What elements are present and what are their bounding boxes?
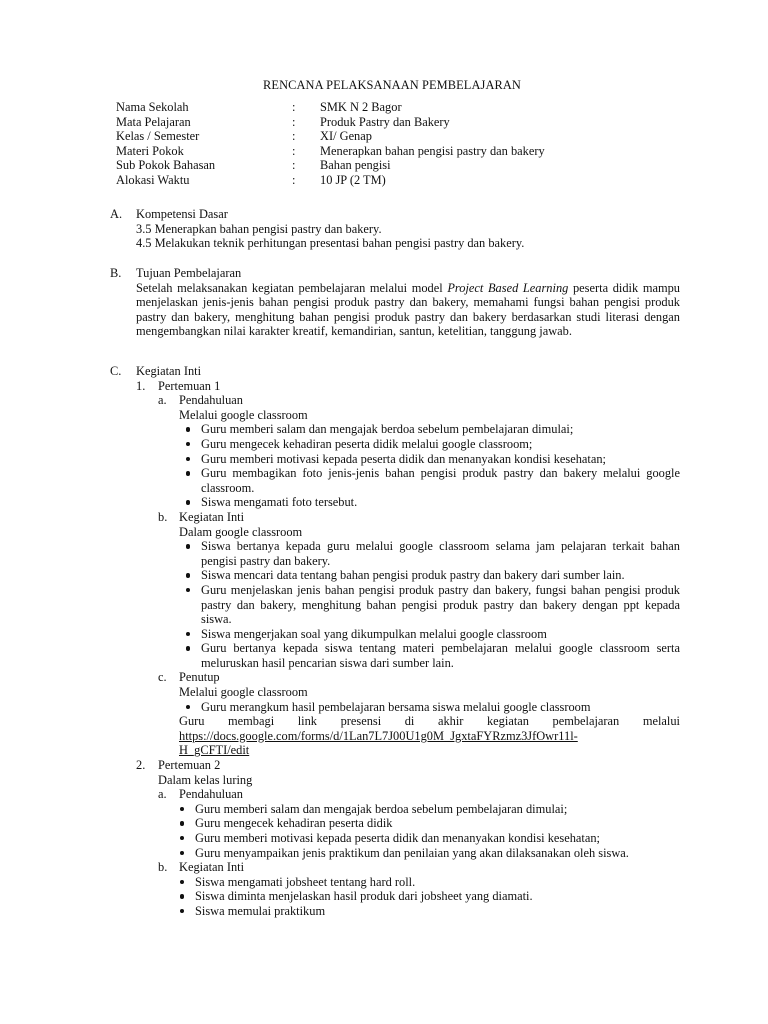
list-item — [173, 831, 680, 846]
objective-text: Setelah melaksanakan kegiatan pembelajaran melalui model — [136, 280, 448, 295]
activity-list — [173, 875, 680, 919]
section-marker: B. — [110, 266, 122, 280]
section-tujuan-pembelajaran — [110, 266, 680, 339]
list-item-text: Siswa mengamati foto tersebut. — [201, 495, 358, 510]
list-item — [179, 641, 680, 670]
identity-value: 10 JP (2 TM) — [320, 172, 386, 187]
bullet-icon — [173, 816, 195, 831]
phase-heading — [158, 670, 680, 685]
bullet-icon — [173, 802, 195, 817]
objective-paragraph — [110, 281, 680, 339]
phase-title: Pendahuluan — [179, 393, 244, 408]
list-item-text: Guru mengecek kehadiran peserta didik — [195, 816, 393, 831]
section-heading — [110, 364, 680, 379]
list-item — [179, 700, 680, 715]
list-item-text: Guru memberi motivasi kepada peserta didik dan menanyakan kondisi kesehatan; — [201, 451, 606, 466]
bullet-icon — [179, 700, 201, 715]
list-item — [173, 816, 680, 831]
objective-model-name: Project Based Learning — [447, 280, 569, 295]
bullet-icon — [179, 437, 201, 452]
activity-list — [173, 802, 680, 860]
identity-colon: : — [292, 158, 296, 173]
meeting-subtitle: Dalam kelas luring — [158, 772, 253, 787]
meeting-number: 2. — [136, 758, 146, 773]
activity-list — [179, 700, 680, 715]
list-item — [173, 889, 680, 904]
identity-colon: : — [292, 172, 296, 187]
list-item — [179, 583, 680, 627]
bullet-icon — [173, 846, 195, 861]
bullet-icon — [173, 831, 195, 846]
document-title: RENCANA PELAKSANAAN PEMBELAJARAN — [263, 78, 521, 92]
list-item-text: Guru merangkum hasil pembelajaran bersama siswa melalui google classroom — [201, 699, 591, 714]
phase-marker: c. — [158, 670, 167, 685]
attendance-link-line[interactable]: https://docs.google.com/forms/d/1Lan7L7J00U1g0M_JgxtaFYRzmz3JfOwr11l- — [179, 728, 578, 743]
list-item — [179, 466, 680, 495]
list-item — [179, 495, 680, 510]
phase-title: Penutup — [179, 670, 220, 685]
list-item — [179, 422, 680, 437]
list-item-text: Guru memberi motivasi kepada peserta didik dan menanyakan kondisi kesehatan; — [195, 831, 600, 845]
list-item-text: Guru menjelaskan jenis bahan pengisi produk pastry dan bakery, fungsi bahan pengisi produk pastry dan bakery, menghitung bahan pengisi produk pastry dan bakery dengan ppt kepada siswa. — [201, 582, 680, 627]
phase-heading — [158, 510, 680, 525]
phase-body — [158, 685, 680, 758]
list-item-text: Siswa mencari data tentang bahan pengisi produk pastry dan bakery dari sumber lain. — [201, 568, 625, 583]
attendance-text: Guru membagi link presensi di akhir kegiatan pembelajaran melalui — [179, 714, 680, 729]
activity-list — [179, 539, 680, 670]
attendance-link-line[interactable]: H_gCFTI/edit — [179, 743, 250, 758]
section-heading — [110, 207, 680, 222]
bullet-icon — [179, 466, 201, 495]
bullet-icon — [179, 568, 201, 583]
identity-table — [116, 100, 545, 188]
phase-subtitle: Dalam google classroom — [179, 524, 303, 539]
identity-row — [116, 100, 545, 115]
attendance-link[interactable] — [179, 729, 680, 758]
bullet-icon — [173, 889, 195, 904]
identity-label: Sub Pokok Bahasan — [116, 158, 216, 173]
list-item-text: Siswa mengamati jobsheet tentang hard roll. — [195, 874, 416, 889]
phase-marker: b. — [158, 860, 168, 875]
meeting-title: Pertemuan 2 — [158, 758, 221, 773]
list-item — [179, 437, 680, 452]
list-item — [179, 452, 680, 467]
identity-label: Alokasi Waktu — [116, 172, 190, 187]
list-item-text: Guru memberi salam dan mengajak berdoa sebelum pembelajaran dimulai; — [201, 422, 574, 437]
kd-line: 3.5 Menerapkan bahan pengisi pastry dan bakery. — [136, 221, 382, 236]
phase-heading — [158, 860, 680, 875]
list-item-text: Guru membagikan foto jenis-jenis bahan pengisi produk pastry dan bakery melalui google classroom. — [201, 466, 680, 495]
identity-colon: : — [292, 100, 296, 114]
section-kompetensi-dasar — [110, 207, 680, 251]
bullet-icon — [179, 495, 201, 510]
identity-value: SMK N 2 Bagor — [320, 100, 402, 114]
meeting-1-body — [136, 393, 680, 758]
list-item-text: Guru memberi salam dan mengajak berdoa sebelum pembelajaran dimulai; — [195, 801, 568, 816]
phase-marker: a. — [158, 393, 167, 408]
bullet-icon — [179, 539, 201, 568]
phase-title: Kegiatan Inti — [179, 509, 245, 524]
list-item-text: Siswa mengerjakan soal yang dikumpulkan melalui google classroom — [201, 626, 547, 641]
identity-label: Nama Sekolah — [116, 100, 189, 114]
list-item-text: Guru bertanya kepada siswa tentang materi pembelajaran melalui google classroom serta meluruskan hasil pencarian siswa dari sumber lain. — [201, 641, 680, 670]
meeting-2-body — [136, 773, 680, 919]
identity-value: Produk Pastry dan Bakery — [320, 114, 450, 129]
phase-title: Kegiatan Inti — [179, 860, 245, 875]
meeting-1 — [110, 379, 680, 919]
meeting-heading — [136, 758, 680, 773]
meeting-number: 1. — [136, 378, 146, 393]
identity-value: XI/ Genap — [320, 129, 372, 144]
list-item — [173, 875, 680, 890]
section-marker: A. — [110, 207, 123, 221]
bullet-icon — [173, 875, 195, 890]
kd-line: 4.5 Melakukan teknik perhitungan presentasi bahan pengisi pastry dan bakery. — [136, 236, 525, 251]
identity-row — [116, 173, 545, 188]
phase-heading — [158, 787, 680, 802]
list-item — [173, 846, 680, 861]
phase-title: Pendahuluan — [179, 787, 244, 802]
list-item — [173, 904, 680, 919]
section-title: Kegiatan Inti — [136, 364, 202, 378]
phase-body — [158, 408, 680, 510]
section-title: Tujuan Pembelajaran — [136, 266, 242, 280]
section-kegiatan-inti — [110, 364, 680, 919]
phase-body — [158, 875, 680, 919]
meeting-heading — [136, 379, 680, 394]
list-item-text: Guru menyampaikan jenis praktikum dan penilaian yang akan dilaksanakan oleh siswa. — [195, 845, 629, 860]
identity-row — [116, 115, 545, 130]
identity-row — [116, 144, 545, 159]
list-item — [179, 627, 680, 642]
identity-colon: : — [292, 143, 296, 158]
section-title: Kompetensi Dasar — [136, 207, 228, 221]
list-item-text: Siswa diminta menjelaskan hasil produk dari jobsheet yang diamati. — [195, 889, 533, 904]
bullet-icon — [179, 583, 201, 627]
bullet-icon — [179, 452, 201, 467]
phase-body — [158, 525, 680, 671]
identity-row — [116, 129, 545, 144]
objective-text: peserta didik mampu menjelaskan jenis-jenis bahan pengisi produk pastry dan bakery, memahami fungsi bahan pengisi produk pastry dan bakery, menghitung bahan pengisi produk pastry dan bakery berdasarkan studi literasi dengan mengembangkan nilai karakter kreatif, kemandirian, santun, ketelitian, tanggung jawab. — [136, 280, 680, 339]
phase-subtitle: Melalui google classroom — [179, 685, 308, 700]
bullet-icon — [179, 627, 201, 642]
phase-heading — [158, 393, 680, 408]
identity-label: Materi Pokok — [116, 143, 184, 158]
phase-subtitle: Melalui google classroom — [179, 407, 308, 422]
phase-body — [158, 802, 680, 860]
identity-label: Kelas / Semester — [116, 129, 200, 144]
identity-colon: : — [292, 129, 296, 144]
bullet-icon — [179, 641, 201, 670]
bullet-icon — [173, 904, 195, 919]
identity-value: Bahan pengisi — [320, 158, 391, 173]
identity-colon: : — [292, 114, 296, 129]
list-item-text: Guru mengecek kehadiran peserta didik melalui google classroom; — [201, 436, 533, 451]
identity-value: Menerapkan bahan pengisi pastry dan bakery — [320, 143, 545, 158]
list-item — [173, 802, 680, 817]
section-marker: C. — [110, 364, 122, 378]
list-item — [179, 539, 680, 568]
phase-marker: a. — [158, 787, 167, 802]
phase-marker: b. — [158, 509, 168, 524]
activity-list — [179, 422, 680, 510]
list-item-text: Siswa bertanya kepada guru melalui google classroom selama jam pelajaran terkait bahan pengisi pastry dan bakery. — [201, 539, 680, 568]
bullet-icon — [179, 422, 201, 437]
identity-label: Mata Pelajaran — [116, 114, 191, 129]
meeting-title: Pertemuan 1 — [158, 378, 221, 393]
identity-row — [116, 158, 545, 173]
list-item — [179, 568, 680, 583]
list-item-text: Siswa memulai praktikum — [195, 903, 326, 918]
section-heading — [110, 266, 680, 281]
